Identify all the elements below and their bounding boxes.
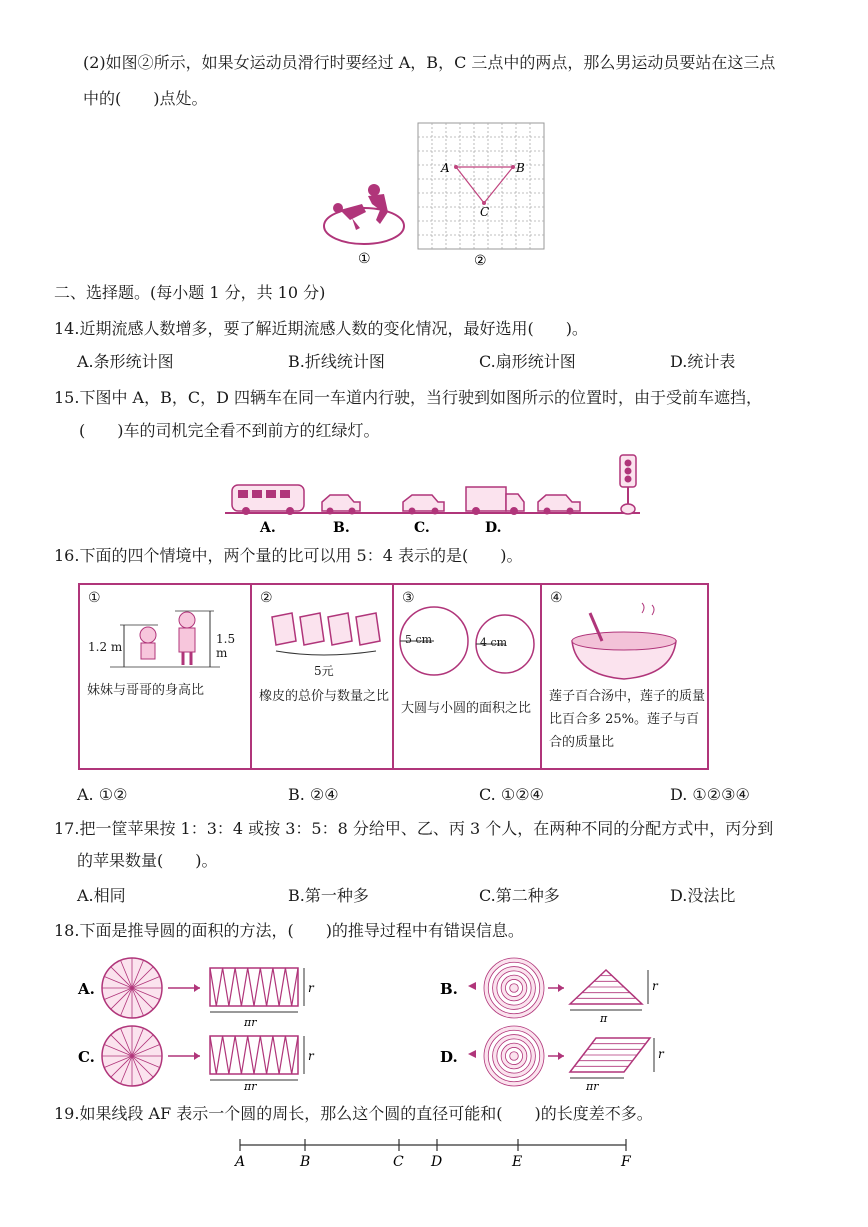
skating-rink-icon xyxy=(324,208,404,244)
fig1-label: ① xyxy=(358,251,371,267)
cell-caption: 橡皮的总价与数量之比 xyxy=(259,689,390,704)
truck-icon xyxy=(466,487,524,515)
car-label-a: A. xyxy=(260,520,276,536)
ring-circle-d xyxy=(484,1026,544,1086)
zigzag-a xyxy=(210,968,298,1006)
q17-option-d[interactable]: D.没法比 xyxy=(670,886,736,905)
q16-option-b[interactable]: B. ②④ xyxy=(288,785,339,804)
q16-cell-3 xyxy=(394,585,542,768)
q14-stem: 14.近期流感人数增多，要了解近期流感人数的变化情况，最好选用( )。 xyxy=(54,319,588,338)
cell-caption: 大圆与小圆的面积之比 xyxy=(401,701,532,716)
q19-segment xyxy=(225,1135,645,1175)
cell-caption: 莲子百合汤中，莲子的质量比百合多 25%。莲子与百合的质量比 xyxy=(549,689,706,750)
q19-stem: 19.如果线段 AF 表示一个圆的周长，那么这个圆的直径可能和( )的长度差不多。 xyxy=(54,1104,653,1123)
car-label-b: B. xyxy=(333,520,350,536)
cell-num: ④ xyxy=(550,590,563,606)
q13-line1: (2)如图②所示，如果女运动员滑行时要经过 A，B，C 三点中的两点，那么男运动员要站在这三点 xyxy=(83,53,776,72)
q17-line1: 17.把一筐苹果按 1：3：4 或按 3：5：8 分给甲、乙、丙 3 个人，在两种不同的分配方式中，丙分到 xyxy=(54,819,774,838)
q18-r-d: r xyxy=(658,1047,664,1061)
ring-circle-b xyxy=(484,958,544,1018)
big-radius: 5 cm xyxy=(405,633,433,646)
q16-cell-1 xyxy=(80,585,252,768)
sector-circle-a xyxy=(102,958,162,1018)
cell-num: ② xyxy=(260,590,273,606)
q16-option-d[interactable]: D. ①②③④ xyxy=(670,785,750,804)
point-f: F xyxy=(621,1154,631,1170)
q18-r-a: r xyxy=(308,981,314,995)
erasers-icon xyxy=(252,607,392,657)
zigzag-c xyxy=(210,1036,298,1074)
q16-option-c[interactable]: C. ①②④ xyxy=(479,785,544,804)
cell-num: ① xyxy=(88,590,101,606)
section-heading: 二、选择题。(每小题 1 分，共 10 分) xyxy=(54,283,326,302)
q15-line2: ( )车的司机完全看不到前方的红绿灯。 xyxy=(79,421,380,440)
q18-pir-d: πr xyxy=(586,1080,599,1090)
q16-cell-4 xyxy=(542,585,707,768)
cell-num: ③ xyxy=(402,590,415,606)
q17-option-c[interactable]: C.第二种多 xyxy=(479,886,560,905)
scissors-icon xyxy=(468,982,476,990)
q14-option-b[interactable]: B.折线统计图 xyxy=(288,352,385,371)
sector-circle-c xyxy=(102,1026,162,1086)
q18-r-c: r xyxy=(308,1049,314,1063)
point-a-label: A xyxy=(441,161,450,175)
cell-caption: 妹妹与哥哥的身高比 xyxy=(87,683,205,698)
q17-option-a[interactable]: A.相同 xyxy=(77,886,126,905)
skaters-icon xyxy=(333,184,388,230)
q18-pir-c: πr xyxy=(244,1080,257,1090)
q18-r-b: r xyxy=(652,979,658,993)
q15-line1: 15.下图中 A，B，C，D 四辆车在同一车道内行驶，当行驶到如图所示的位置时，由于受前车遮挡， xyxy=(54,388,763,407)
q17-line2: 的苹果数量( )。 xyxy=(77,851,218,870)
q18-label-d: D. xyxy=(440,1048,458,1066)
q16-option-a[interactable]: A. ①② xyxy=(77,785,128,804)
q14-option-c[interactable]: C.扇形统计图 xyxy=(479,352,576,371)
q18-pir-a: πr xyxy=(244,1016,257,1029)
point-c-label: C xyxy=(480,205,490,219)
fig2-label: ② xyxy=(474,253,487,269)
point-e: E xyxy=(512,1154,523,1170)
q14-option-d[interactable]: D.统计表 xyxy=(670,352,736,371)
q14-option-a[interactable]: A.条形统计图 xyxy=(77,352,174,371)
grid xyxy=(418,123,544,249)
q18-label-c: C. xyxy=(78,1048,95,1066)
bus-icon xyxy=(232,485,304,515)
q17-option-b[interactable]: B.第一种多 xyxy=(288,886,369,905)
lead-car-icon xyxy=(538,495,580,515)
car-label-d: D. xyxy=(485,520,502,536)
q18-figures xyxy=(70,950,690,1090)
car-label-c: C. xyxy=(414,520,430,536)
point-b-label: B xyxy=(516,161,525,175)
soup-bowl-icon xyxy=(542,601,707,681)
q13-figures xyxy=(310,120,560,270)
small-radius: 4 cm xyxy=(480,636,508,649)
q18-label-a: A. xyxy=(78,980,95,998)
q16-stem: 16.下面的四个情境中，两个量的比可以用 5：4 表示的是( )。 xyxy=(54,546,523,565)
traffic-light-icon xyxy=(620,455,636,514)
q18-stem: 18.下面是推导圆的面积的方法，( )的推导过程中有错误信息。 xyxy=(54,921,524,940)
point-b: B xyxy=(300,1154,311,1170)
sister-height: 1.2 m xyxy=(88,640,123,654)
car-c-icon xyxy=(403,495,444,515)
q16-cell-2 xyxy=(252,585,394,768)
q16-table xyxy=(78,583,709,770)
q18-pi-b: π xyxy=(600,1012,608,1025)
q13-line2: 中的( )点处。 xyxy=(83,89,208,108)
q15-road-figure xyxy=(220,450,660,540)
car-b-icon xyxy=(322,495,360,515)
brother-height: 1.5 m xyxy=(216,632,236,660)
price-label: 5元 xyxy=(314,664,334,678)
point-a: A xyxy=(235,1154,246,1170)
point-c: C xyxy=(393,1154,404,1170)
q18-label-b: B. xyxy=(440,980,458,998)
point-d: D xyxy=(431,1154,443,1170)
